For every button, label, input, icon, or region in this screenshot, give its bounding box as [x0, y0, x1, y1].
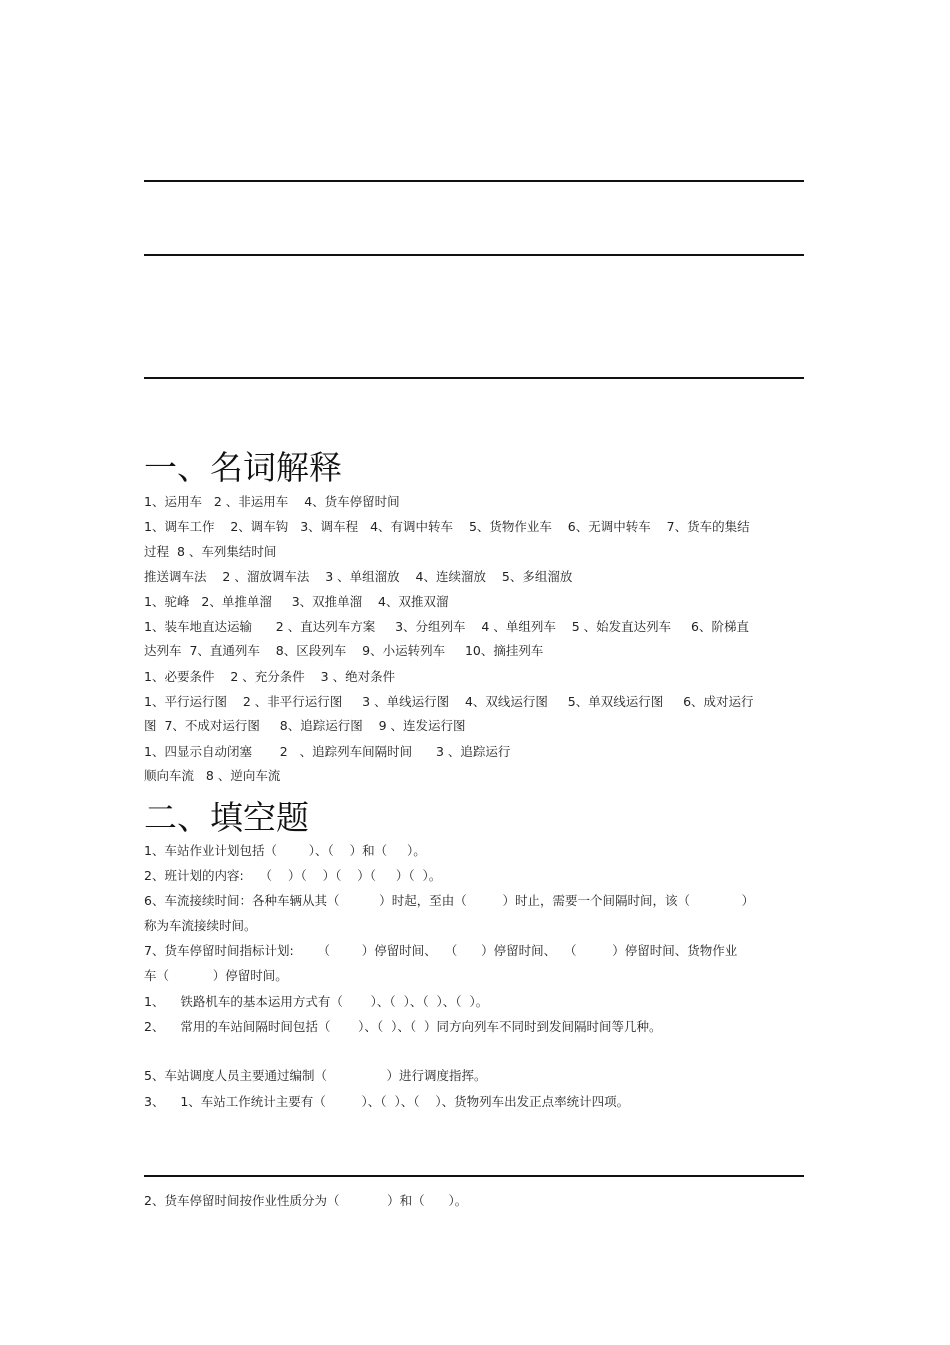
bottom-rule	[144, 1175, 804, 1177]
term-line: 图 7、不成对运行图 8、追踪运行图 9 、连发运行图	[144, 718, 466, 733]
top-rule-2	[144, 254, 804, 256]
question-line: 2、班计划的内容: （ ）（ ）（ ）（ ）（ ）。	[144, 868, 442, 883]
question-line: 2、 常用的车站间隔时间包括（ ）、（ ）、（ ）同方向列车不同时到发间隔时间等几种。	[144, 1019, 662, 1034]
section-heading-terms: 一、名词解释	[144, 448, 342, 487]
question-line: 称为车流接续时间。	[144, 918, 257, 933]
term-line: 1、必要条件 2 、充分条件 3 、绝对条件	[144, 669, 396, 684]
term-line: 1、运用车 2 、非运用车 4、货车停留时间	[144, 494, 400, 509]
term-line: 推送调车法 2 、溜放调车法 3 、单组溜放 4、连续溜放 5、多组溜放	[144, 569, 573, 584]
term-line: 过程 8 、车列集结时间	[144, 544, 277, 559]
question-line: 7、货车停留时间指标计划: （ ）停留时间、 （ ）停留时间、 （ ）停留时间、货物作业	[144, 943, 738, 958]
term-line: 1、调车工作 2、调车钩 3、调车程 4、有调中转车 5、货物作业车 6、无调中转车 7、货车的集结	[144, 519, 750, 534]
term-line: 1、四显示自动闭塞 2 、追踪列车间隔时间 3 、追踪运行	[144, 744, 511, 759]
question-line: 1、 铁路机车的基本运用方式有（ ）、（ ）、（ ）、（ ）。	[144, 994, 489, 1009]
question-line: 1、车站作业计划包括（ ）、（ ）和（ ）。	[144, 843, 426, 858]
question-line: 2、货车停留时间按作业性质分为（ ）和（ ）。	[144, 1193, 468, 1208]
question-line: 3、 1、车站工作统计主要有（ ）、（ ）、（ ）、货物列车出发正点率统计四项。	[144, 1094, 630, 1109]
term-line: 1、驼峰 2、单推单溜 3、双推单溜 4、双推双溜	[144, 594, 449, 609]
section-heading-fill-in: 二、填空题	[144, 798, 309, 837]
question-line: 6、车流接续时间：各种车辆从其（ ）时起，至由（ ）时止，需要一个间隔时间，该（ ）	[144, 893, 755, 908]
term-line: 顺向车流 8 、逆向车流	[144, 768, 281, 783]
top-rule-3	[144, 377, 804, 379]
question-line: 车（ ）停留时间。	[144, 968, 288, 983]
top-rule-1	[144, 180, 804, 182]
term-line: 1、平行运行图 2 、非平行运行图 3 、单线运行图 4、双线运行图 5、单双线运行图 6、成对运行	[144, 694, 754, 709]
term-line: 1、装车地直达运输 2 、直达列车方案 3、分组列车 4 、单组列车 5 、始发直达列车 6、阶梯直	[144, 619, 750, 634]
term-line: 达列车 7、直通列车 8、区段列车 9、小运转列车 10、摘挂列车	[144, 643, 544, 658]
question-line: 5、车站调度人员主要通过编制（ ）进行调度指挥。	[144, 1068, 487, 1083]
